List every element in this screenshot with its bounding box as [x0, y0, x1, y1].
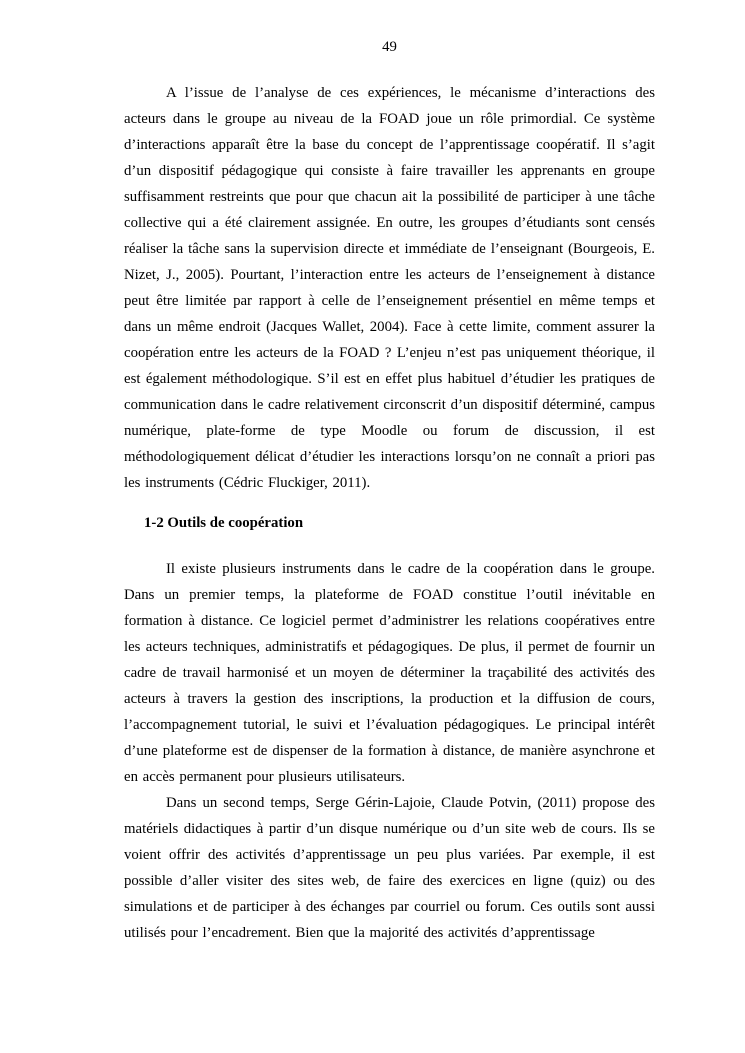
paragraph-plateforme: Il existe plusieurs instruments dans le cadre de la coopération dans le groupe. Dans un premier temps, la plateforme de FOAD constitue l’outil inévitable en formation à distance. Ce logiciel permet d’administrer les relations coopératives entre les acteurs techniques, administratifs et pédagogiques. De plus, il permet de fournir un cadre de travail harmonisé et un moyen de déterminer la traçabilité des activités des acteurs à travers la gestion des inscriptions, la production et la diffusion de cours, l’accompagnement tutorial, le suivi et l’évaluation pédagogiques. Le principal intérêt d’une plateforme est de dispenser de la formation à distance, de manière asynchrone et en accès permanent pour plusieurs utilisateurs.: [124, 561, 655, 785]
section-heading-outils-de-cooperation: 1-2 Outils de coopération: [144, 515, 304, 531]
page-number: 49: [382, 39, 397, 55]
paragraph-interactions: A l’issue de l’analyse de ces expériences, le mécanisme d’interactions des acteurs dans le groupe au niveau de la FOAD joue un rôle primordial. Ce système d’interactions apparaît être la base du concept de l’apprentissage coopératif. Il s’agit d’un dispositif pédagogique qui consiste à faire travailler les apprenants en groupe suffisamment restreints que pour que chacun ait la possibilité de participer à une tâche collective qui a été clairement assignée. En outre, les groupes d’étudiants sont censés réaliser la tâche sans la supervision directe et immédiate de l’enseignant (Bourgeois, E. Nizet, J., 2005). Pourtant, l’interaction entre les acteurs de l’enseignement à distance peut être limitée par rapport à celle de l’enseignement présentiel en même temps et dans un même endroit (Jacques Wallet, 2004). Face à cette limite, comment assurer la coopération entre les acteurs de la FOAD ? L’enjeu n’est pas uniquement théorique, il est également méthodologique. S’il est en effet plus habituel d’étudier les pratiques de communication dans le cadre relativement circonscrit d’un dispositif déterminé, campus numérique, plate-forme de type Moodle ou forum de discussion, il est méthodologiquement délicat d’étudier les interactions lorsqu’on ne connaît a priori pas les instruments (Cédric Fluckiger, 2011).: [124, 85, 655, 491]
paragraph-materiels-didactiques: Dans un second temps, Serge Gérin-Lajoie, Claude Potvin, (2011) propose des matériels didactiques à partir d’un disque numérique ou d’un site web de cours. Ils se voient offrir des activités d’apprentissage un peu plus variées. Par exemple, il est possible d’aller visiter des sites web, de faire des exercices en ligne (quiz) ou des simulations et de participer à des échanges par courriel ou forum. Ces outils sont aussi utilisés pour l’encadrement. Bien que la majorité des activités d’apprentissage: [124, 795, 655, 941]
